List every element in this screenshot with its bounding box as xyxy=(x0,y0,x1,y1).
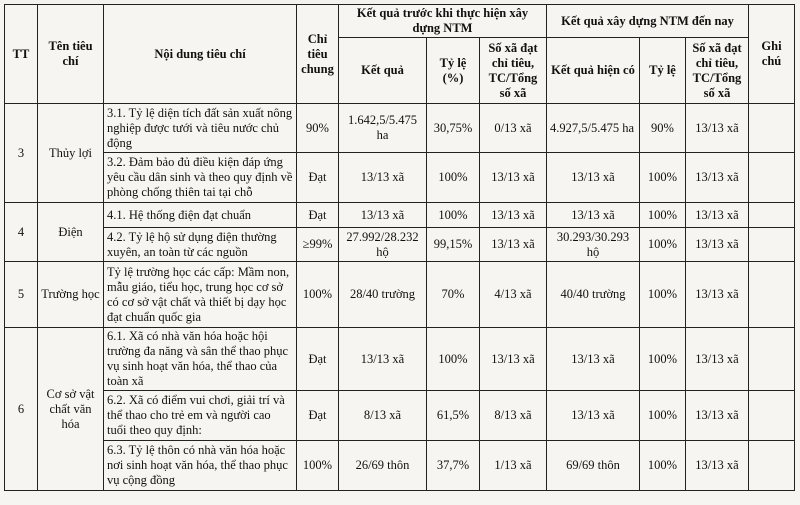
result-before-cell: 8/13 xã xyxy=(339,391,427,441)
content-cell: 3.2. Đảm bảo đủ điều kiện đáp ứng yêu cầu dân sinh và theo quy định về phòng chống thiên tai tại chỗ xyxy=(104,153,297,203)
tt-cell: 6 xyxy=(5,328,38,491)
tt-cell: 4 xyxy=(5,203,38,262)
note-cell xyxy=(749,153,795,203)
header-ty-le: Tỷ lệ (%) xyxy=(427,38,480,104)
communes-now-cell: 13/13 xã xyxy=(686,203,749,228)
communes-before-cell: 0/13 xã xyxy=(480,104,547,153)
target-cell: 100% xyxy=(297,441,339,491)
result-now-cell: 13/13 xã xyxy=(547,203,640,228)
tt-cell: 3 xyxy=(5,104,38,203)
rate-now-cell: 100% xyxy=(640,262,686,328)
result-before-cell: 13/13 xã xyxy=(339,203,427,228)
header-so-xa-dat: Số xã đạt chỉ tiêu, TC/Tổng số xã xyxy=(480,38,547,104)
result-now-cell: 13/13 xã xyxy=(547,391,640,441)
header-ty-le-2: Tỷ lệ xyxy=(640,38,686,104)
communes-before-cell: 13/13 xã xyxy=(480,153,547,203)
communes-before-cell: 13/13 xã xyxy=(480,228,547,262)
rate-now-cell: 90% xyxy=(640,104,686,153)
target-cell: Đạt xyxy=(297,391,339,441)
header-ket-qua-hien-co: Kết quả hiện có xyxy=(547,38,640,104)
rate-now-cell: 100% xyxy=(640,228,686,262)
criteria-name-cell: Cơ sở vật chất văn hóa xyxy=(38,328,104,491)
communes-before-cell: 4/13 xã xyxy=(480,262,547,328)
result-now-cell: 40/40 trường xyxy=(547,262,640,328)
rate-before-cell: 100% xyxy=(427,153,480,203)
header-so-xa-dat-2: Số xã đạt chỉ tiêu, TC/Tổng số xã xyxy=(686,38,749,104)
header-ten-tieu-chi: Tên tiêu chí xyxy=(38,5,104,104)
result-now-cell: 4.927,5/5.475 ha xyxy=(547,104,640,153)
note-cell xyxy=(749,391,795,441)
target-cell: 90% xyxy=(297,104,339,153)
rate-now-cell: 100% xyxy=(640,328,686,391)
communes-before-cell: 13/13 xã xyxy=(480,328,547,391)
table-row xyxy=(5,203,795,228)
document-page xyxy=(0,4,800,505)
content-cell: 3.1. Tỷ lệ diện tích đất sản xuất nông nghiệp được tưới và tiêu nước chủ động xyxy=(104,104,297,153)
target-cell: Đạt xyxy=(297,328,339,391)
rate-now-cell: 100% xyxy=(640,391,686,441)
communes-now-cell: 13/13 xã xyxy=(686,153,749,203)
table-row xyxy=(5,441,795,491)
content-cell: Tỷ lệ trường học các cấp: Mầm non, mẫu giáo, tiểu học, trung học cơ sở có cơ sở vật chất và thiết bị dạy học đạt chuẩn quốc gia xyxy=(104,262,297,328)
header-ghi-chu: Ghi chú xyxy=(749,5,795,104)
rate-before-cell: 30,75% xyxy=(427,104,480,153)
target-cell: 100% xyxy=(297,262,339,328)
header-chi-tieu-chung: Chỉ tiêu chung xyxy=(297,5,339,104)
table-row xyxy=(5,391,795,441)
criteria-name-cell: Trường học xyxy=(38,262,104,328)
table-row xyxy=(5,228,795,262)
target-cell: Đạt xyxy=(297,153,339,203)
communes-now-cell: 13/13 xã xyxy=(686,328,749,391)
rate-now-cell: 100% xyxy=(640,441,686,491)
communes-before-cell: 13/13 xã xyxy=(480,203,547,228)
note-cell xyxy=(749,104,795,153)
rate-before-cell: 100% xyxy=(427,203,480,228)
communes-before-cell: 8/13 xã xyxy=(480,391,547,441)
table-row xyxy=(5,104,795,153)
result-before-cell: 13/13 xã xyxy=(339,328,427,391)
result-before-cell: 13/13 xã xyxy=(339,153,427,203)
header-tt: TT xyxy=(5,5,38,104)
header-truoc-group: Kết quả trước khi thực hiện xây dựng NTM xyxy=(339,5,547,38)
result-now-cell: 13/13 xã xyxy=(547,328,640,391)
target-cell: ≥99% xyxy=(297,228,339,262)
note-cell xyxy=(749,228,795,262)
result-before-cell: 26/69 thôn xyxy=(339,441,427,491)
communes-now-cell: 13/13 xã xyxy=(686,262,749,328)
table-row xyxy=(5,328,795,391)
communes-now-cell: 13/13 xã xyxy=(686,104,749,153)
content-cell: 4.1. Hệ thống điện đạt chuẩn xyxy=(104,203,297,228)
criteria-table xyxy=(4,4,795,491)
result-before-cell: 1.642,5/5.475 ha xyxy=(339,104,427,153)
rate-before-cell: 100% xyxy=(427,328,480,391)
communes-now-cell: 13/13 xã xyxy=(686,441,749,491)
note-cell xyxy=(749,328,795,391)
tt-cell: 5 xyxy=(5,262,38,328)
rate-before-cell: 99,15% xyxy=(427,228,480,262)
header-noi-dung: Nội dung tiêu chí xyxy=(104,5,297,104)
result-now-cell: 13/13 xã xyxy=(547,153,640,203)
target-cell: Đạt xyxy=(297,203,339,228)
content-cell: 6.2. Xã có điểm vui chơi, giải trí và thể thao cho trẻ em và người cao tuổi theo quy định: xyxy=(104,391,297,441)
result-now-cell: 30.293/30.293 hộ xyxy=(547,228,640,262)
rate-before-cell: 70% xyxy=(427,262,480,328)
communes-now-cell: 13/13 xã xyxy=(686,391,749,441)
content-cell: 6.3. Tỷ lệ thôn có nhà văn hóa hoặc nơi sinh hoạt văn hóa, thể thao phục vụ cộng đồng xyxy=(104,441,297,491)
rate-now-cell: 100% xyxy=(640,153,686,203)
note-cell xyxy=(749,441,795,491)
criteria-name-cell: Thủy lợi xyxy=(38,104,104,203)
rate-before-cell: 61,5% xyxy=(427,391,480,441)
result-before-cell: 28/40 trường xyxy=(339,262,427,328)
header-nay-group: Kết quả xây dựng NTM đến nay xyxy=(547,5,749,38)
rate-before-cell: 37,7% xyxy=(427,441,480,491)
note-cell xyxy=(749,203,795,228)
result-now-cell: 69/69 thôn xyxy=(547,441,640,491)
communes-now-cell: 13/13 xã xyxy=(686,228,749,262)
note-cell xyxy=(749,262,795,328)
content-cell: 6.1. Xã có nhà văn hóa hoặc hội trường đa năng và sân thể thao phục vụ sinh hoạt văn hóa, thể thao của toàn xã xyxy=(104,328,297,391)
header-ket-qua: Kết quả xyxy=(339,38,427,104)
criteria-name-cell: Điện xyxy=(38,203,104,262)
communes-before-cell: 1/13 xã xyxy=(480,441,547,491)
rate-now-cell: 100% xyxy=(640,203,686,228)
result-before-cell: 27.992/28.232 hộ xyxy=(339,228,427,262)
content-cell: 4.2. Tỷ lệ hộ sử dụng điện thường xuyên, an toàn từ các nguồn xyxy=(104,228,297,262)
table-row xyxy=(5,262,795,328)
table-row xyxy=(5,153,795,203)
